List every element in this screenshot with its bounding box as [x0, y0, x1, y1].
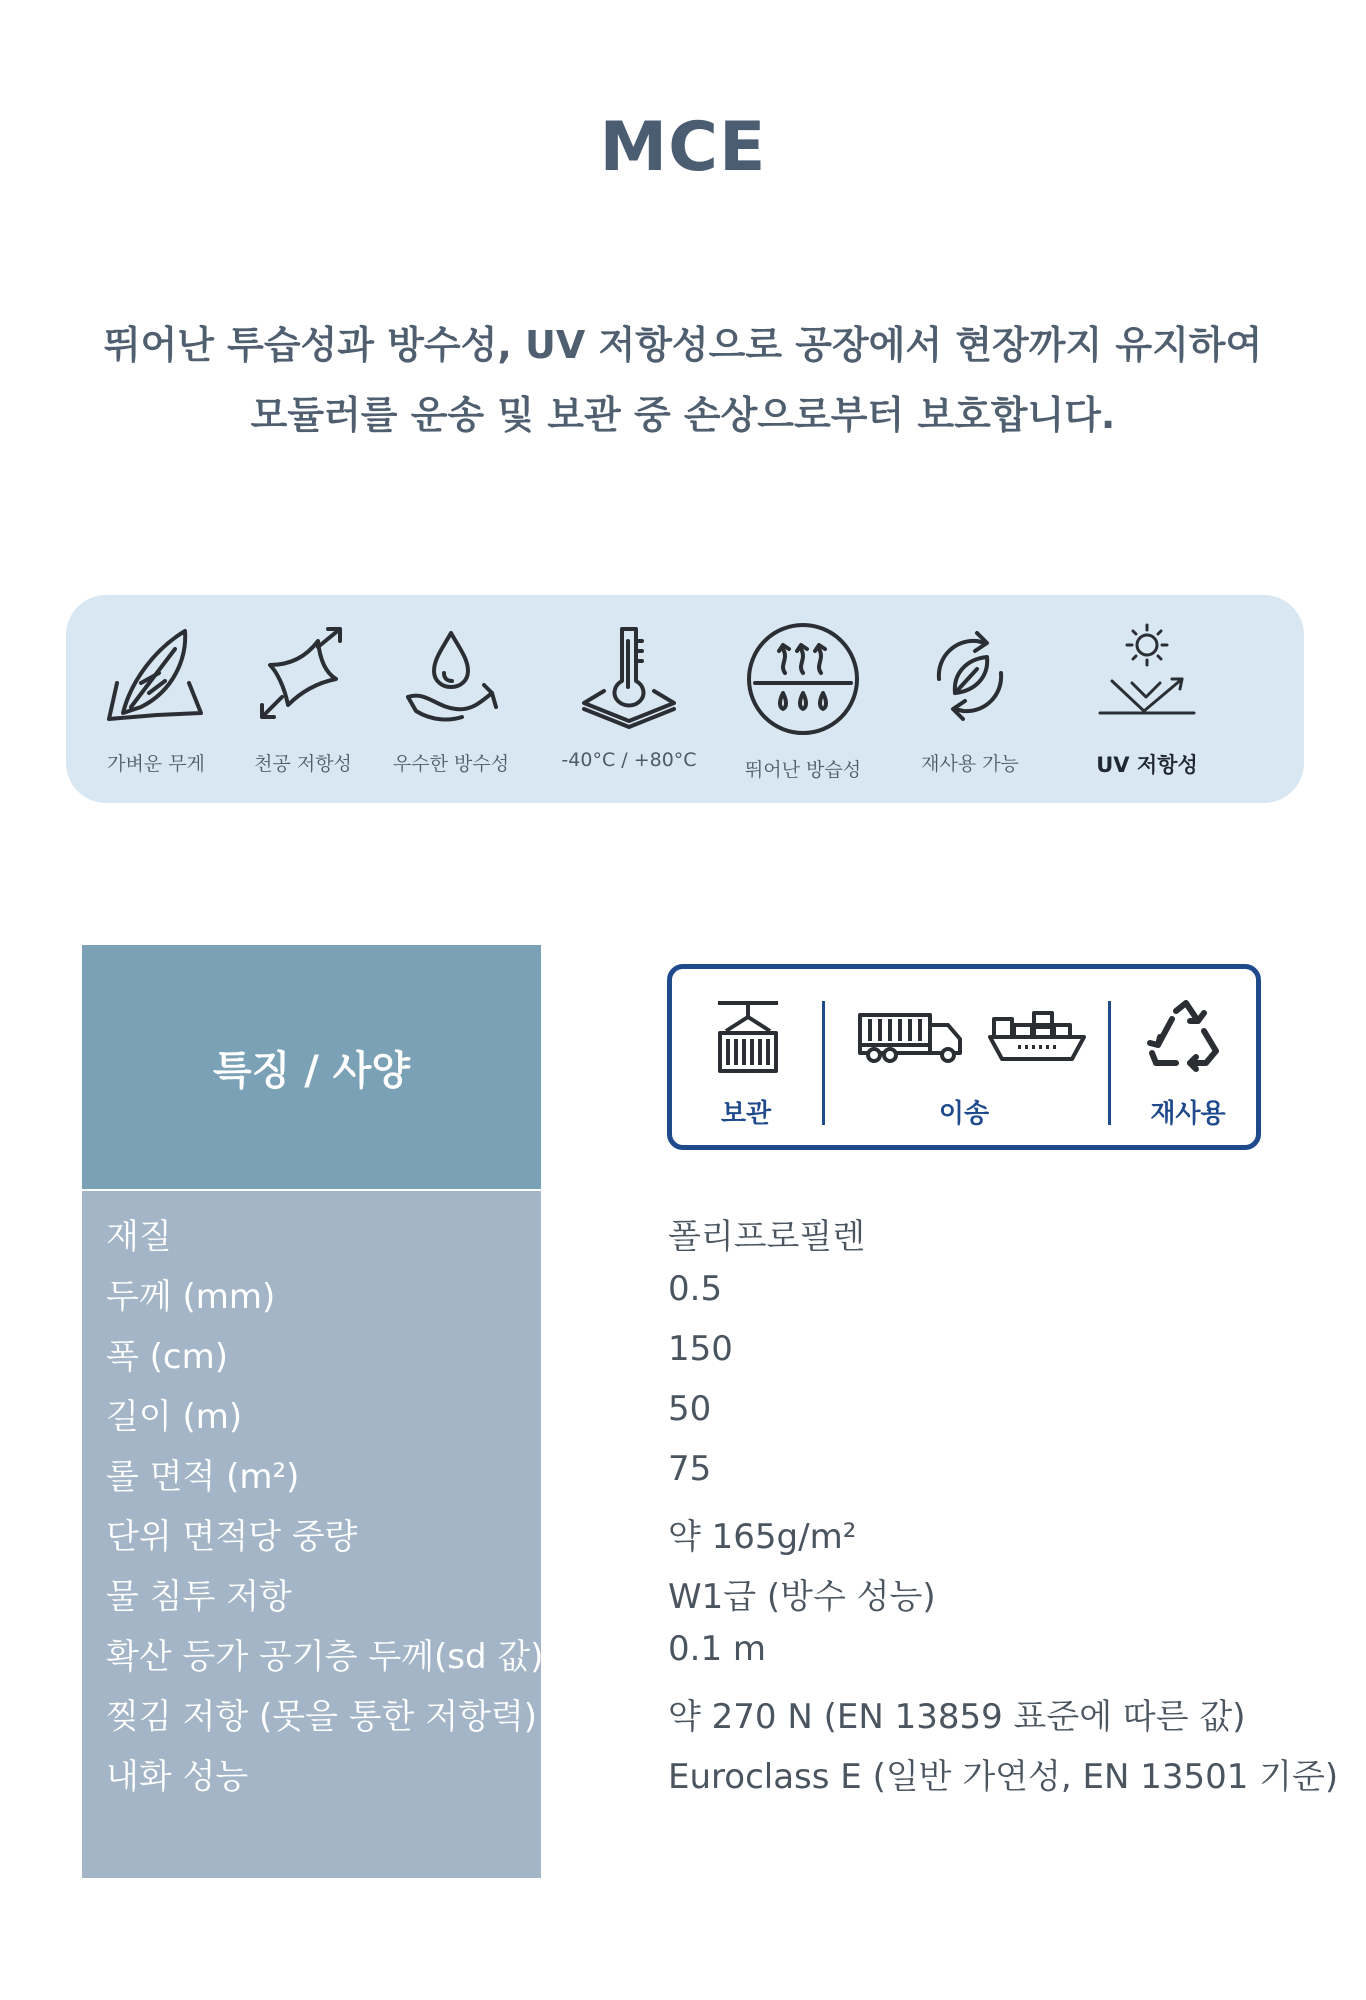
spec-value: 폴리프로필렌 [668, 1217, 866, 1257]
feature-label: 가벼운 무게 [107, 753, 205, 775]
spec-label: 물 침투 저항 [106, 1577, 292, 1617]
spec-value: 약 270 N (EN 13859 표준에 따른 값) [668, 1697, 1246, 1737]
feature-label: 재사용 가능 [921, 753, 1019, 775]
intro-text [40, 310, 1326, 450]
reuse-label: 재사용 [1150, 1099, 1226, 1129]
feature-label: 우수한 방수성 [392, 753, 510, 775]
intro-line-2: 모듈러를 운송 및 보관 중 손상으로부터 보호합니다. [250, 393, 1116, 437]
feature-label: 천공 저항성 [254, 753, 352, 775]
spec-value: 0.1 m [668, 1629, 766, 1669]
divider [1108, 1001, 1111, 1125]
spec-value: 약 165g/m² [668, 1517, 857, 1557]
spec-label: 길이 (m) [106, 1397, 243, 1437]
spec-label: 롤 면적 (m²) [106, 1457, 300, 1497]
feature-icon-bar [66, 595, 1304, 803]
spec-header: 특징 / 사양 [82, 945, 541, 1189]
feature-label: -40°C / +80°C [561, 749, 697, 771]
tear-resistance-icon [248, 621, 358, 731]
water-drop-icon [396, 621, 506, 731]
spec-value: W1급 (방수 성능) [668, 1577, 936, 1617]
reusable-leaf-icon [915, 621, 1025, 731]
breathable-icon [745, 621, 861, 737]
intro-line-1: 뛰어난 투습성과 방수성, UV 저항성으로 공장에서 현장까지 유지하여 [103, 323, 1263, 367]
spec-value: 0.5 [668, 1269, 723, 1309]
uv-sun-icon [1092, 621, 1202, 731]
transport-label: 이송 [938, 1099, 990, 1129]
recycle-icon [1146, 999, 1226, 1075]
feature-temperature-range [547, 621, 711, 771]
spec-label: 찢김 저항 (못을 통한 저항력) [106, 1697, 538, 1737]
spec-label: 내화 성능 [106, 1757, 249, 1797]
spec-label: 두께 (mm) [106, 1277, 276, 1317]
spec-value: Euroclass E (일반 가연성, EN 13501 기준) [668, 1757, 1339, 1797]
feature-uv-resistance [1065, 621, 1229, 779]
storage-label: 보관 [720, 1099, 772, 1129]
spec-labels-column [82, 1191, 544, 1878]
spec-value: 150 [668, 1329, 733, 1369]
spec-value: 50 [668, 1389, 712, 1429]
feature-puncture-resistance [221, 621, 385, 776]
spec-value: 75 [668, 1449, 712, 1489]
feature-breathability [721, 621, 885, 782]
spec-label: 재질 [106, 1217, 172, 1257]
spec-label: 폭 (cm) [106, 1337, 228, 1377]
feature-reusable [888, 621, 1052, 776]
truck-icon [856, 1009, 968, 1065]
warehouse-crane-icon [712, 997, 784, 1077]
spec-label: 단위 면적당 중량 [106, 1517, 358, 1557]
feature-label: 뛰어난 방습성 [744, 759, 862, 781]
feature-waterproof [369, 621, 533, 776]
divider [822, 1001, 825, 1125]
cargo-ship-icon [988, 1007, 1088, 1067]
logistics-badge [667, 964, 1261, 1150]
thermometer-icon [574, 621, 684, 731]
spec-label: 확산 등가 공기층 두께(sd 값) [106, 1637, 544, 1677]
feature-label: UV 저항성 [1096, 753, 1198, 777]
page-title: MCE [599, 108, 767, 187]
feather-icon [101, 621, 211, 731]
feature-light-weight [74, 621, 238, 776]
